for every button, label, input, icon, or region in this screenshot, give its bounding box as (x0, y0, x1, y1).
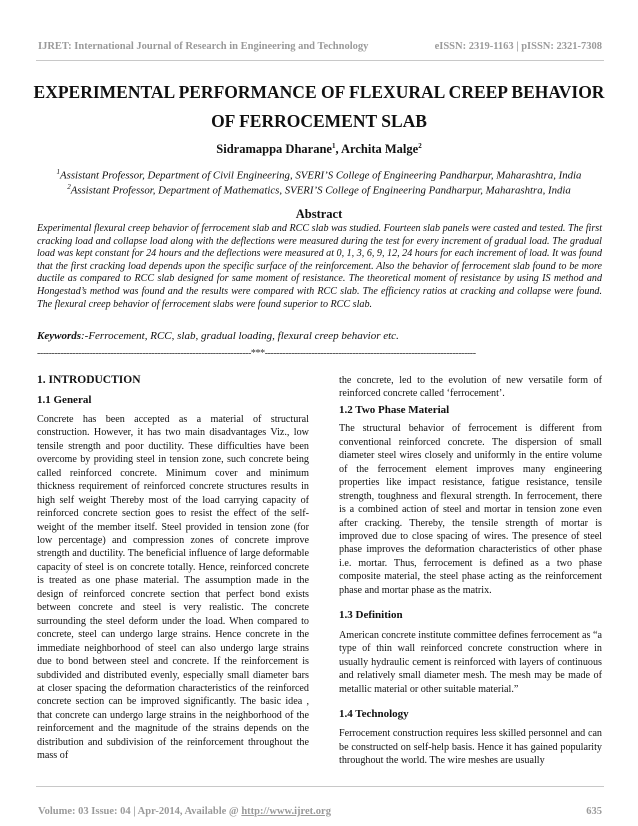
section-separator: -------------------------------------------------------------------------***------------------------------------------------------------------------ (37, 348, 476, 359)
section-1-2-heading: 1.2 Two Phase Material (339, 403, 450, 416)
abstract-heading: Abstract (295, 207, 343, 221)
journal-link[interactable]: http://www.ijret.org (241, 806, 331, 817)
issn: eISSN: 2319-1163 | pISSN: 2321-7308 (434, 41, 602, 52)
author-1: Sidramappa Dharane (216, 142, 332, 157)
aff-1-sup: 1 (56, 168, 61, 176)
footer-rule (36, 786, 604, 787)
section-1-1-text: Concrete has been accepted as a material of structural construction. However, it has two main disadvantages Viz., low tensile strength and poor ductility. These difficulties have been overcome by providing steel in tension zone, such concrete being called reinforced concrete. Minimum cover and minimum thickness requirement of reinforced concrete structures results in high self weight Thereby most of the load carrying capacity of reinforced concrete section goes to resist the effect of the self-weight of the member itself. Steel provided in tension zone (for low percentage) and compression zones of concrete improve strength and ductility. The beneficial influence of large deformable capacity of steel is on concrete totally. Hence, reinforced concrete is treated as one phase material. The assumption made in the design of reinforced concrete section that perfect bond exists between concrete and steel is very realistic. The concrete surrounding the steel deform under the load. When compared to concrete, steel can undergo large strains. Hence concrete in the immediate neighborhood of steel can also undergo large strains due to bond between steel and concrete. If the reinforcement is subdivided and distributed evenly, especially small diameter bars at closer spacing the deformation characteristics of the reinforced concrete section can be improved significantly. The basic idea , that concrete can undergo large strains in the neighborhood of the reinforcement and the magnitude of the strains depends on the distribution and subdivision of the reinforcement throughout the mass of (37, 413, 309, 762)
section-1-1-continued: the concrete, led to the evolution of new versatile form of reinforced concrete called ‘ferrocement’. (339, 375, 602, 400)
keywords (37, 330, 602, 342)
aff-1-text: Assistant Professor, Department of Civil Engineering, SVERI’S College of Engineering Pandharpur, Maharashtra, India (60, 169, 582, 182)
running-footer (38, 806, 602, 817)
aff-2-sup: 2 (67, 183, 71, 191)
section-1-1-heading: 1.1 General (37, 394, 92, 407)
title-line-2: OF FERROCEMENT SLAB (211, 111, 427, 131)
title-line-1: EXPERIMENTAL PERFORMANCE OF FLEXURAL CREEP BEHAVIOR (33, 82, 605, 102)
page-number: 635 (586, 806, 602, 817)
author-list (20, 142, 618, 157)
section-1-4-heading: 1.4 Technology (339, 707, 409, 720)
right-column (339, 374, 602, 768)
section-1-2-text: The structural behavior of ferrocement is different from conventional reinforced concrete. The dispersion of small diameter steel wires closely and uniformly in the entire volume of the ferrocement element improves many engineering properties like impact resistance, fatigue resistance, tensile strength, toughness and flexural strength. In ferrocement, there is a combined action of steel and mortar in tension zone even after cracking. Thereby, the tensile strength of mortar is improved due to close spacing of wires. The presence of steel phase improves the deformation characteristics of other phase i.e. mortar. Thus, ferrocement is defined as a two phase composite material, the steel phase acting as the reinforcement phase and mortar phase as the matrix. (339, 423, 602, 596)
journal-name: IJRET: International Journal of Research in Engineering and Technology (38, 41, 369, 52)
keywords-label: Keywords (37, 330, 81, 342)
left-column (37, 374, 309, 763)
affiliation-2 (36, 181, 602, 198)
aff-2-text: Assistant Professor, Department of Mathematics, SVERI’S College of Engineering Pandharpur, Maharashtra, India (70, 184, 571, 197)
paper-title (20, 80, 618, 133)
author-2-sup: 2 (418, 142, 422, 150)
author-1-sup: 1 (331, 142, 336, 150)
running-header (38, 41, 602, 52)
abstract-text: Experimental flexural creep behavior of ferrocement slab and RCC slab was studied. Fourteen slab panels were casted and tested. The first cracking load and collapse load along with the deflections were measured during the test for every increment of gradual load. The gradual load was kept constant for 24 hours and the deflections were measured at 0, 1, 3, 6, 9, 12, 24 hours for each increment of load. It was found that the first cracking load depends upon the specific surface of the reinforcement. Also the behavior of ferrocement slab found to be more ductile as compared to RCC slab designed for same moment of resistance. The theoretical moment of resistance by using IS method and Hongestad’s method was found and the results were compared with RCC slab. The efficiency ratios at cracking and collapse were found. The flexural creep behavior of ferrocement slabs were found superior to RCC slab. (37, 223, 602, 310)
author-2: Archita Malge (341, 142, 419, 157)
header-rule (36, 60, 604, 61)
section-1-4-text: Ferrocement construction requires less skilled personnel and can be constructed on self-help basis. Hence it has gained popularity throughout the world. The wire meshes are usually (339, 728, 602, 767)
section-1-heading: 1. INTRODUCTION (37, 374, 141, 386)
section-1-3-text: American concrete institute committee defines ferrocement as “a type of thin wall reinforced concrete construction where in usually hydraulic cement is reinforced with layers of continuous and relatively small diameter mesh. The mesh may be made of metallic material or other suitable material.” (339, 629, 602, 695)
section-1-3-heading: 1.3 Definition (339, 609, 403, 622)
author-sep: , (335, 142, 342, 157)
keywords-text: :-Ferrocement, RCC, slab, gradual loading, flexural creep behavior etc. (81, 330, 399, 342)
footer-volume-text: Volume: 03 Issue: 04 | Apr-2014, Available @ (38, 806, 242, 817)
footer-volume (38, 806, 331, 817)
